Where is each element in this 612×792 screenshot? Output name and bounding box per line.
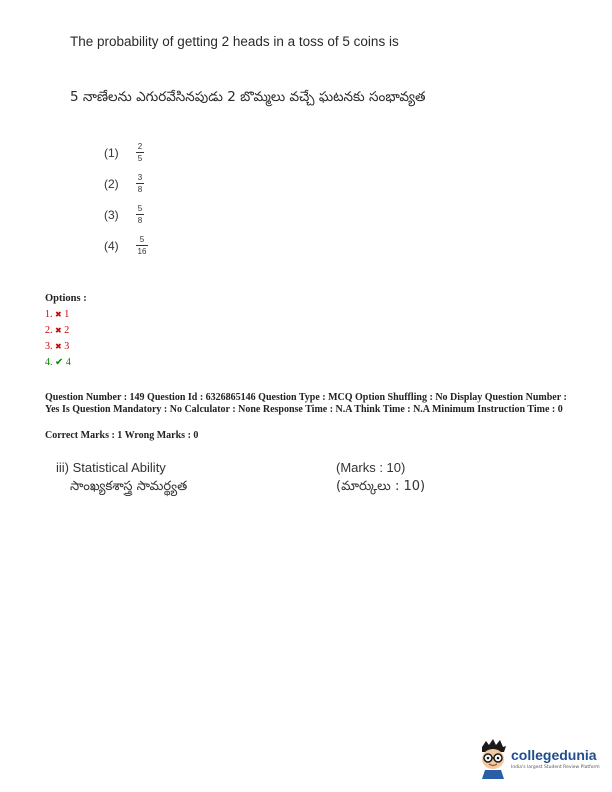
choice-2-denominator: 8 <box>137 185 143 194</box>
option-2-number: 2. <box>45 325 53 336</box>
choice-4-fraction <box>136 235 148 256</box>
choice-1-denominator: 5 <box>137 154 143 163</box>
option-item-2 <box>45 325 69 336</box>
question-meta: Question Number : 149 Question Id : 6326865146 Question Type : MCQ Option Shuffling : No Display Question Number : Yes Is Question Mandatory : No Calculator : None Response Time : N.A Think Time : N.A Minimum Instruction Time : 0 <box>45 392 567 415</box>
option-1-value: 1 <box>64 309 70 320</box>
section-title-english: iii) Statistical Ability <box>56 460 166 475</box>
choice-3-fraction <box>136 204 144 225</box>
logo-tagline: India's largest Student Review Platform <box>511 765 600 770</box>
choice-2-label: (2) <box>104 177 119 191</box>
question-text-english: The probability of getting 2 heads in a toss of 5 coins is <box>70 34 399 49</box>
cross-icon: ✖ <box>55 326 62 335</box>
section-marks-english: (Marks : 10) <box>336 460 406 475</box>
cross-icon: ✖ <box>55 310 62 319</box>
option-4-number: 4. <box>45 357 53 368</box>
option-item-4 <box>45 357 71 368</box>
marks-info: Correct Marks : 1 Wrong Marks : 0 <box>45 430 199 441</box>
choice-4-numerator: 5 <box>139 235 145 244</box>
question-text-telugu: 5 నాణేలను ఎగురవేసినపుడు 2 బొమ్మలు వచ్చే ఘటనకు సంభావ్యత <box>70 89 426 105</box>
choice-4-denominator: 16 <box>137 247 147 256</box>
choice-1-numerator: 2 <box>137 142 143 151</box>
choice-4-label: (4) <box>104 239 119 253</box>
choice-1-fraction <box>136 142 144 163</box>
option-3-number: 3. <box>45 341 53 352</box>
option-4-value: 4 <box>65 357 71 368</box>
collegedunia-logo <box>476 737 604 781</box>
mascot-icon <box>476 737 510 779</box>
cross-icon: ✖ <box>55 342 62 351</box>
choice-3-numerator: 5 <box>137 204 143 213</box>
choice-2-numerator: 3 <box>137 173 143 182</box>
option-1-number: 1. <box>45 309 53 320</box>
choice-3-denominator: 8 <box>137 216 143 225</box>
section-marks-telugu: (మార్కులు : 10) <box>336 479 426 494</box>
option-item-3 <box>45 341 69 352</box>
option-3-value: 3 <box>64 341 70 352</box>
choice-2-fraction <box>136 173 144 194</box>
choice-3-label: (3) <box>104 208 119 222</box>
check-icon: ✔ <box>55 357 64 368</box>
choice-1-label: (1) <box>104 146 119 160</box>
options-heading: Options : <box>45 293 87 304</box>
section-title-telugu: సాంఖ్యకశాస్త్ర సామర్థ్యత <box>70 479 188 494</box>
logo-wordmark: collegedunia <box>511 747 597 763</box>
option-2-value: 2 <box>64 325 70 336</box>
option-item-1 <box>45 309 69 320</box>
